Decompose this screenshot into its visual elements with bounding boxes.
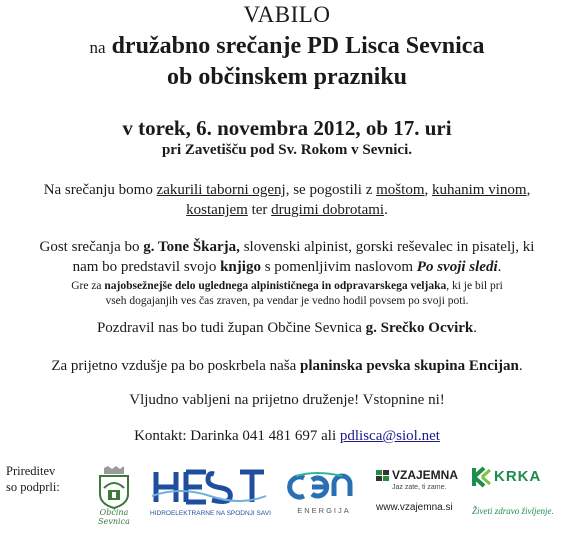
vzajemna-name: VZAJEMNA	[392, 468, 459, 482]
para2-line1: Gost srečanja bo g. Tone Škarja, slovenski alpinist, gorski reševalec in pisatelj, ki	[39, 239, 535, 255]
chestnuts-text: kostanjem	[186, 202, 248, 218]
gen-caption: ENERGIJA	[297, 506, 351, 515]
event-subtitle	[0, 33, 574, 60]
krka-mark-icon	[472, 466, 492, 488]
must-text: moštom	[376, 182, 425, 198]
email-link[interactable]: pdlisca@siol.net	[339, 428, 440, 444]
para3-line2: vseh dogajanjih ves čas zraven, pa vendar je vedno hodil povsem po svoji poti.	[105, 295, 469, 307]
mayor-name: g. Srečko Ocvirk	[365, 320, 474, 336]
subtitle-main: družabno srečanje PD Lisca Sevnica	[111, 33, 485, 59]
subtitle-prefix: na	[89, 38, 106, 57]
event-occasion: ob občinskem prazniku	[166, 64, 408, 90]
vzajemna-tagline: Jaz zate, ti zame.	[392, 484, 447, 491]
para1-line1: Na srečanju bomo zakurili taborni ogenj, se pogostili z moštom, kuhanim vinom,	[43, 182, 531, 198]
sponsors-label: Prireditev so podprli:	[6, 464, 60, 494]
invitation-title	[0, 2, 574, 28]
gen-energija-logo	[286, 470, 362, 520]
vzajemna-mark-icon	[376, 470, 390, 482]
krka-tagline: Živeti zdravo življenje.	[472, 506, 554, 516]
book-description: najobsežnejše delo uglednega alpinističnega in odpravarskega veljaka	[104, 280, 447, 292]
vzajemna-logo	[376, 466, 458, 522]
title-text: VABILO	[243, 2, 331, 27]
book-title: Po svoji sledi	[416, 259, 498, 275]
closing-line: Vljudno vabljeni na prijetno druženje! Vstopnine ni!	[129, 392, 445, 408]
other-treats-text: drugimi dobrotami	[271, 202, 385, 218]
para2-line2: nam bo predstavil svojo knjigo s pomenljivim naslovom Po svoji sledi.	[72, 259, 502, 275]
obcina-caption: Občina Sevnica	[98, 508, 130, 526]
obcina-sevnica-logo	[94, 464, 134, 526]
hess-mark-icon	[150, 466, 268, 508]
hess-caption: HIDROELEKTRARNE NA SPODNJI SAVI	[150, 510, 271, 517]
event-place: pri Zavetišču pod Sv. Rokom v Sevnici.	[161, 142, 413, 158]
guest-name: g. Tone Škarja,	[143, 239, 240, 255]
para3-line1: Gre za najobsežnejše delo uglednega alpinističnega in odpravarskega veljaka, ki je bil pri	[71, 280, 503, 292]
contact-line: Kontakt: Darinka 041 481 697 ali pdlisca@siol.net	[134, 428, 440, 444]
krka-logo	[472, 466, 568, 522]
gen-mark-icon	[286, 470, 362, 504]
para4: Pozdravil nas bo tudi župan Občine Sevnica g. Srečko Ocvirk.	[96, 320, 478, 336]
para5: Za prijetno vzdušje pa bo poskrbela naša planinska pevska skupina Encijan.	[51, 358, 523, 374]
book-word: knjigo	[220, 259, 261, 275]
mulled-wine-text: kuhanim vinom	[431, 182, 527, 198]
para1-line2: kostanjem ter drugimi dobrotami.	[186, 202, 388, 218]
hess-logo	[150, 466, 271, 522]
choir-name: planinska pevska skupina Encijan	[300, 358, 519, 374]
campfire-text: zakurili taborni ogenj	[156, 182, 286, 198]
krka-name: KRKA	[494, 468, 542, 485]
event-date: v torek, 6. novembra 2012, ob 17. uri	[122, 116, 452, 140]
vzajemna-url: www.vzajemna.si	[376, 502, 453, 513]
